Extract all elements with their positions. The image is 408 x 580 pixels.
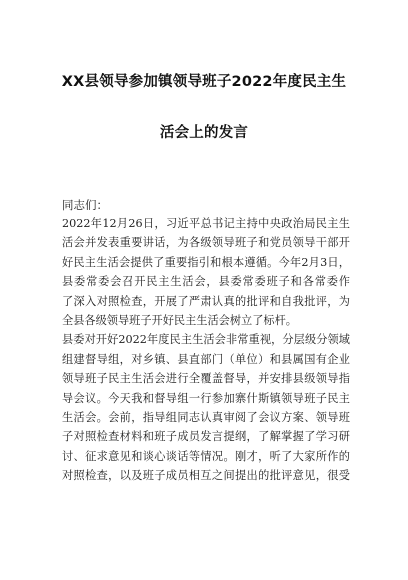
body-line: 生活会。会前，指导组同志认真审阅了会议方案、领导班	[62, 410, 350, 424]
body-line: 全县各级领导班子开好民主生活会树立了标杆。	[62, 313, 297, 327]
document-title-line-1: XX县领导参加镇领导班子2022年度民主生	[61, 74, 347, 90]
body-line: 子对照检查材料和班子成员发言提纲，了解掌握了学习研	[62, 430, 350, 444]
body-line: 导会议。今天我和督导组一行参加寨什斯镇领导班子民主	[62, 391, 350, 405]
body-line: 讨、征求意见和谈心谈话等情况。刚才，听了大家所作的	[62, 449, 350, 463]
greeting: 同志们：	[62, 198, 108, 212]
document-body	[62, 214, 350, 485]
document-title-line-2: 活会上的发言	[159, 125, 249, 141]
body-line: 县委常委会召开民主生活会，县委常委班子和各常委作	[62, 275, 350, 289]
body-line: 县委对开好2022年度民主生活会非常重视，分层级分领域	[62, 333, 350, 347]
body-line: 好民主生活会提供了重要指引和根本遵循。今年2月3日，	[62, 255, 350, 269]
body-line: 2022年12月26日，习近平总书记主持中央政治局民主生	[62, 217, 350, 230]
body-line: 组建督导组，对乡镇、县直部门（单位）和县属国有企业	[62, 352, 350, 366]
body-line: 对照检查，以及班子成员相互之间提出的批评意见，很受	[62, 469, 350, 483]
body-line: 领导班子民主生活会进行全覆盖督导，并安排县级领导指	[62, 372, 350, 386]
body-line: 了深入对照检查，开展了严肃认真的批评和自我批评，为	[62, 294, 350, 308]
body-line: 活会并发表重要讲话，为各级领导班子和党员领导干部开	[62, 236, 350, 250]
